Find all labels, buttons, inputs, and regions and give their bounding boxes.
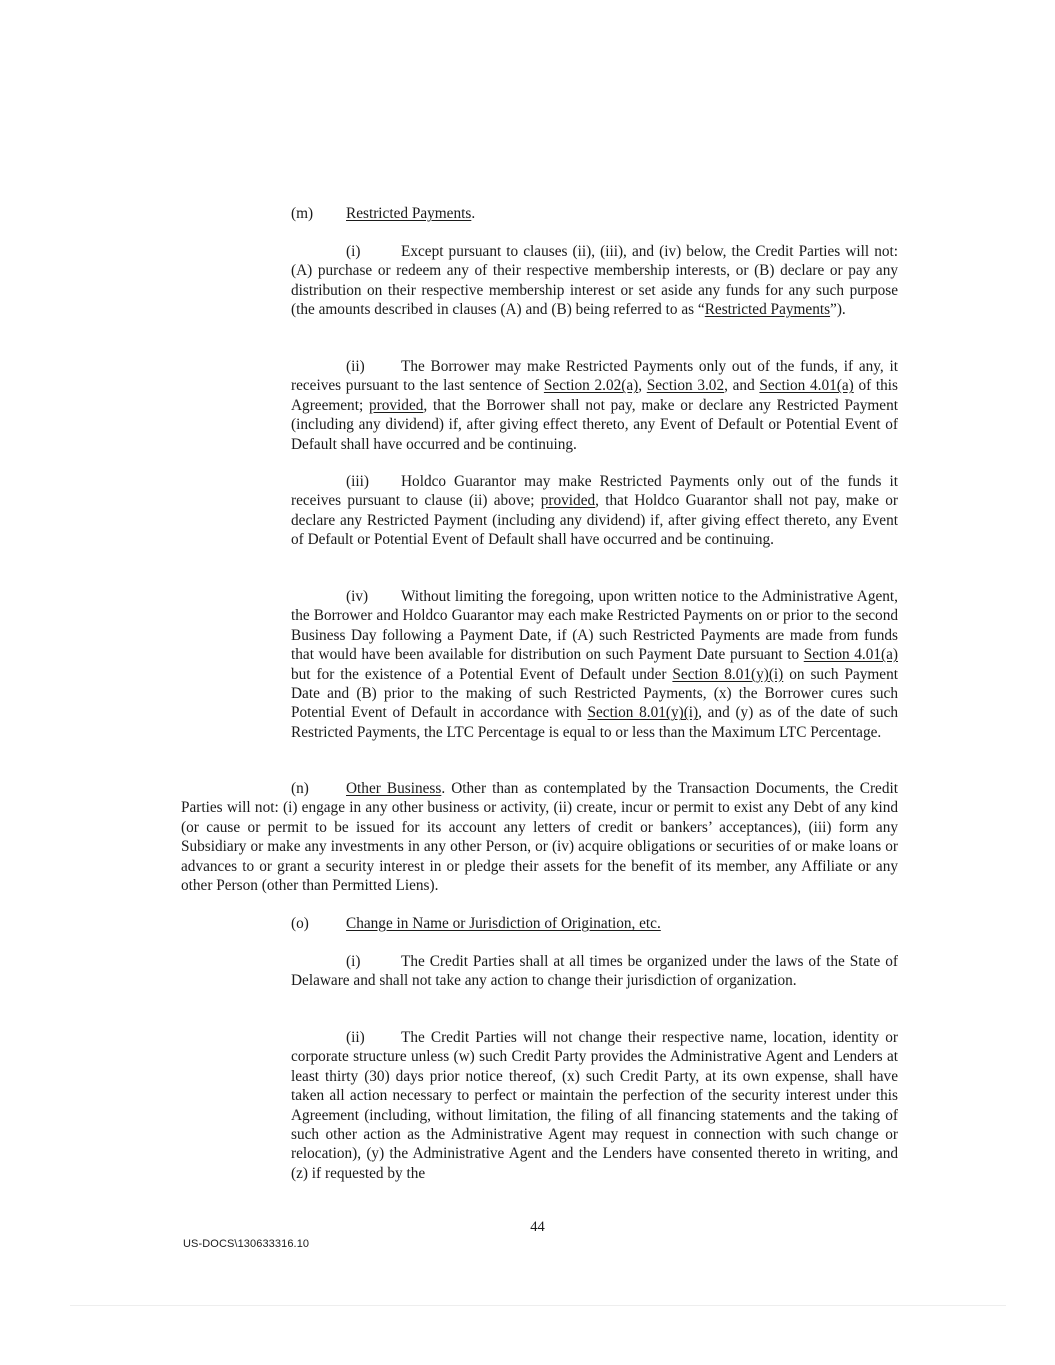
page-number: 44 [530, 1219, 545, 1235]
section-n-title: Other Business [346, 780, 442, 797]
section-m-number: (m) [291, 205, 314, 222]
section-m-item-iii: (iii) Holdco Guarantor may make Restricted Payments only out of the funds it receives pursuant to clause (ii) above; provided, that Holdco Guarantor shall not pay, make or declare any Restricted Payment (including any dividend) if, after giving effect thereto, any Event of Default or Potential Event of Default shall have occurred and be continuing. [291, 473, 899, 549]
section-n-paragraph [181, 779, 898, 895]
section-n-number: (n) [291, 780, 309, 797]
section-m-title: Restricted Payments [346, 205, 472, 222]
section-m-item-ii: (ii) The Borrower may make Restricted Payments only out of the funds, if any, it receives pursuant to the last sentence of Section 2.02(a), Section 3.02, and Section 4.01(a) of this Agreement; provided, that the Borrower shall not pay, make or declare any Restricted Payment (including any dividend) if, after giving effect thereto, any Event of Default or Potential Event of Default shall have occurred and be continuing. [291, 358, 898, 453]
section-reference: Section 4.01(a) [803, 646, 898, 664]
document-id: US-DOCS\130633316.10 [183, 1238, 310, 1250]
section-o-item-ii: (ii) The Credit Parties will not change their respective name, location, identity or corporate structure unless (w) such Credit Party provides the Administrative Agent and Lenders at least thirty (30) days prior notice thereof, (x) such Credit Party, at its own expense, shall have taken all action necessary to perfect or maintain the perfection of the security interest under this Agreement (including, without limitation, the filing of all financing statements and the taking of such other action as the Administrative Agent may request in connection with such change or relocation), (y) the Administrative Agent and the Lenders have consented thereto in writing, and (z) if requested by the [291, 1029, 898, 1182]
defined-term-restricted-payments: Restricted Payments [704, 301, 831, 319]
section-reference: Section 8.01(y)(i) [672, 665, 784, 683]
section-o-title: Change in Name or Jurisdiction of Origination, etc. [346, 915, 661, 932]
item-label: (iii) [346, 473, 369, 490]
item-label: (ii) [346, 358, 365, 375]
item-label: (i) [346, 953, 361, 970]
section-m-heading: (m) Restricted Payments. [291, 205, 476, 222]
proviso-term: provided [369, 396, 424, 414]
proviso-term: provided [540, 492, 596, 510]
section-o-heading [291, 914, 901, 933]
section-reference: Section 8.01(y)(i) [587, 704, 699, 722]
section-reference: Section 2.02(a) [543, 377, 639, 395]
item-label: (i) [346, 243, 361, 260]
item-label: (ii) [346, 1029, 365, 1046]
section-n-body: . Other than as contemplated by the Transaction Documents, the Credit Parties will not: (i) engage in any other business or activity, (ii) create, incur or permit to exist any Debt of any kind (or cause or permit to be issued for its account any letters of credit or bankers’ acceptances), (iii) form any Subsidiary or make any investments in any other Person, or (iv) acquire obligations or securities of or make loans or advances to or grant a security interest in or pledge their assets for the benefit of its member, any Affiliate or any other Person (other than Permitted Liens). [181, 780, 898, 895]
section-m-item-i: (i) Except pursuant to clauses (ii), (iii), and (iv) below, the Credit Parties will not: (A) purchase or redeem any of their respective membership interests, or (B) declare or pay any distribution on their respective membership interest or set aside any funds for any such purpose (the amounts described in clauses (A) and (B) being referred to as “Restricted Payments”). [291, 243, 898, 319]
section-reference: Section 3.02 [646, 377, 725, 395]
section-o-item-i: (i) The Credit Parties shall at all times be organized under the laws of the State of Delaware and shall not take any action to change their jurisdiction of organization. [291, 953, 898, 990]
item-label: (iv) [346, 588, 369, 605]
page-bottom-divider [70, 1305, 1006, 1306]
section-reference: Section 4.01(a) [759, 377, 854, 395]
section-m-item-iv: (iv) Without limiting the foregoing, upon written notice to the Administrative Agent, the Borrower and Holdco Guarantor may each make Restricted Payments on or prior to the second Business Day following a Payment Date, if (A) such Restricted Payments are made from funds that would have been available for distribution on such Payment Date pursuant to Section 4.01(a) but for the existence of a Potential Event of Default under Section 8.01(y)(i) on such Payment Date and (B) prior to the making of such Restricted Payments, (x) the Borrower cures such Potential Event of Default in accordance with Section 8.01(y)(i), and (y) as of the date of such Restricted Payments, the LTC Percentage is equal to or less than the Maximum LTC Percentage. [291, 588, 898, 741]
section-o-number: (o) [291, 915, 309, 932]
